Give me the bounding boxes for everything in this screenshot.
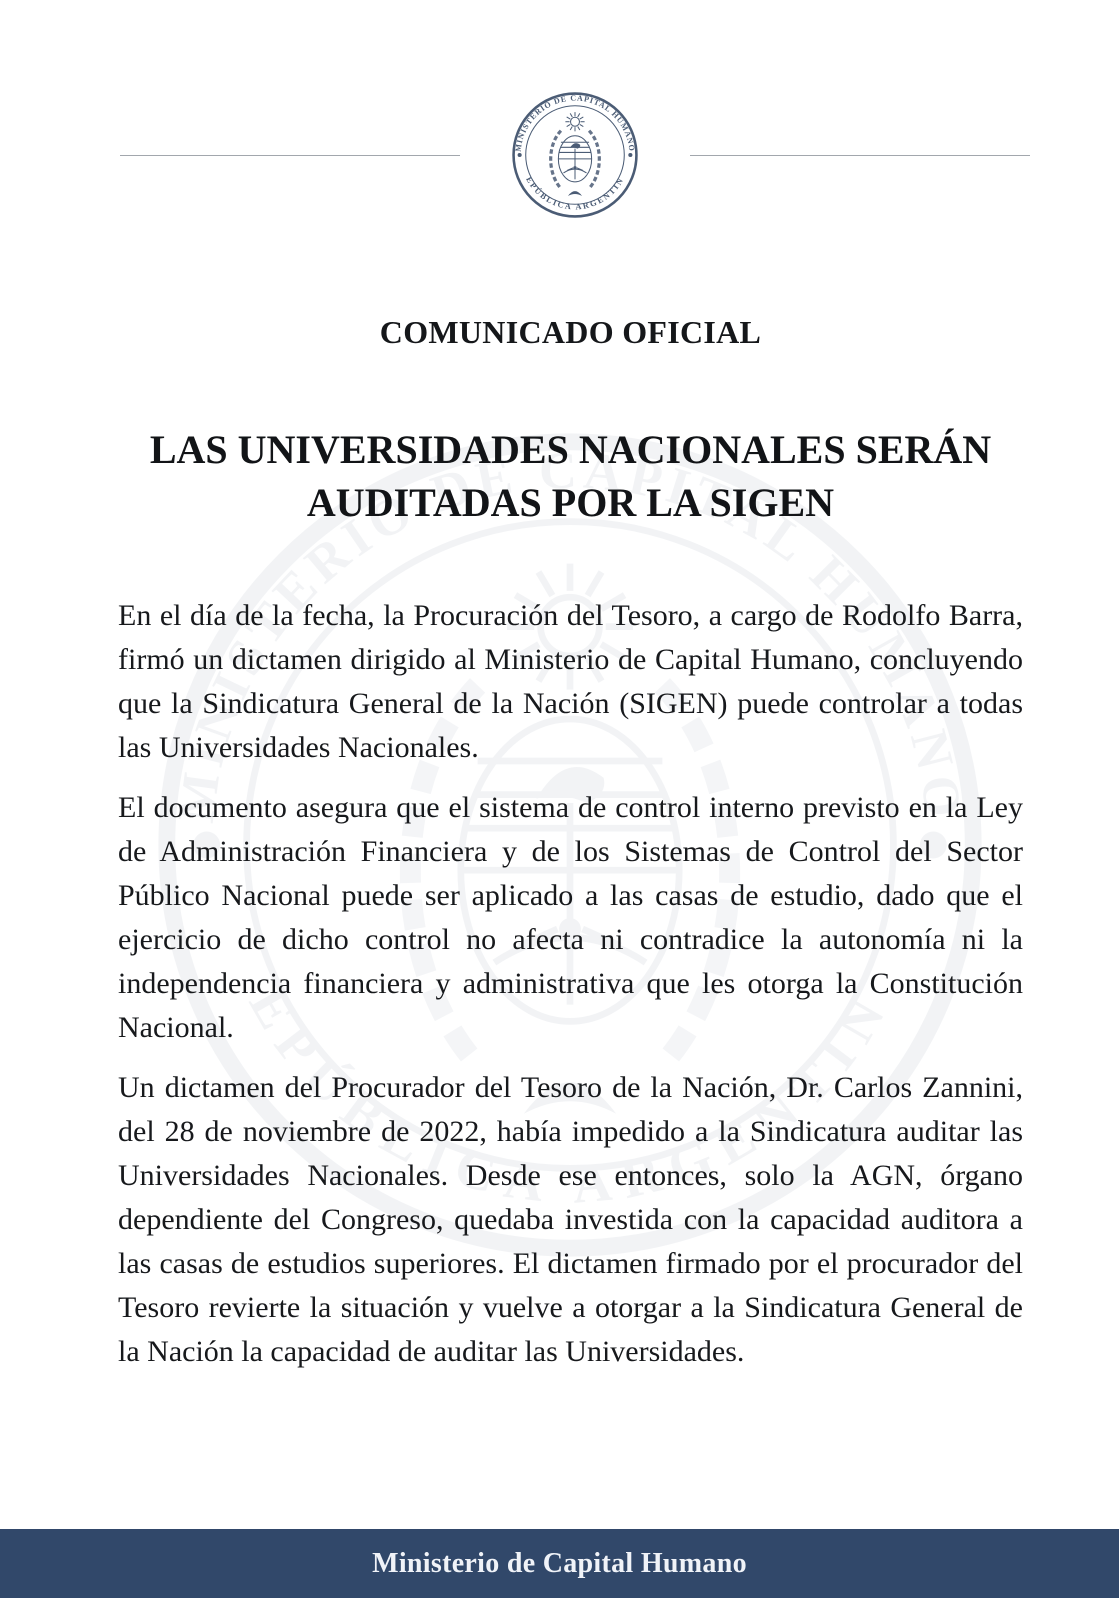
communique-kicker: COMUNICADO OFICIAL xyxy=(379,314,762,350)
paragraph-1: En el día de la fecha, la Procuración del Tesoro, a cargo de Rodolfo Barra, firmó un dictamen dirigido al Ministerio de Capital Humano, concluyendo que la Sindicatura General de la Nación (SIGEN) puede controlar a todas las Universidades Nacionales. xyxy=(118,599,1023,764)
paragraph-2: El documento asegura que el sistema de control interno previsto en la Ley de Administración Financiera y de los Sistemas de Control del Sector Público Nacional puede ser aplicado a las casas de estudio, dado que el ejercicio de dicho control no afecta ni contradice la autonomía ni la independencia financiera y administrativa que les otorga la Constitución Nacional. xyxy=(118,791,1023,1044)
header-rule-left xyxy=(120,155,460,156)
ministry-seal-icon xyxy=(511,91,639,219)
header-rule-right xyxy=(690,155,1030,156)
title-line-1: LAS UNIVERSIDADES NACIONALES SERÁN xyxy=(149,427,992,472)
page-title xyxy=(118,423,1023,529)
footer-bar xyxy=(0,1529,1119,1598)
paragraph-3: Un dictamen del Procurador del Tesoro de la Nación, Dr. Carlos Zannini, del 28 de noviembre de 2022, había impedido a la Sindicatura auditar las Universidades Nacionales. Desde ese entonces, solo la AGN, órgano dependiente del Congreso, quedaba investida con la capacidad auditora a las casas de estudios superiores. El dictamen firmado por el procurador del Tesoro revierte la situación y vuelve a otorgar a la Sindicatura General de la Nación la capacidad de auditar las Universidades. xyxy=(118,1071,1023,1368)
communique-body xyxy=(118,594,1023,1390)
title-line-2: AUDITADAS POR LA SIGEN xyxy=(306,480,835,525)
footer-ministry-label: Ministerio de Capital Humano xyxy=(372,1547,747,1579)
